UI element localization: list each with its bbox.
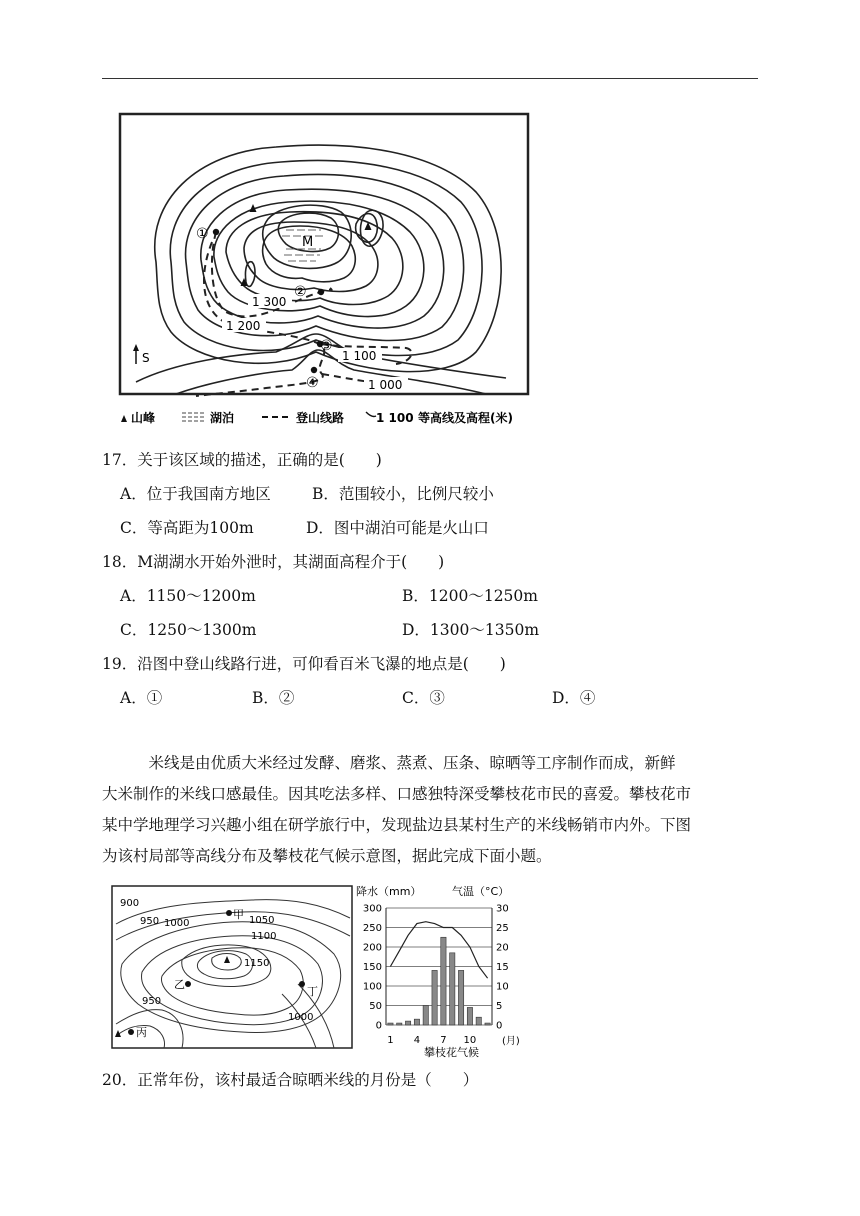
question-17-stem: 17．关于该区域的描述，正确的是( ) — [102, 451, 382, 469]
location-ding-marker — [299, 981, 305, 987]
question-18-option-a: A．1150～1200m — [120, 587, 256, 605]
chart-left-tick-label: 200 — [362, 942, 382, 954]
contour-label: 1150 — [244, 958, 270, 969]
contour-label: 950 — [142, 996, 162, 1007]
question-18-option-d: D．1300～1350m — [402, 621, 540, 639]
legend — [121, 410, 513, 425]
precipitation-bar — [388, 1023, 393, 1025]
question-17-option-a: A．位于我国南方地区 — [120, 485, 271, 503]
chart-right-tick-label: 15 — [496, 962, 509, 973]
contour-label: 1050 — [249, 915, 275, 926]
passage-line: 米线是由优质大米经过发酵、磨浆、蒸煮、压条、晾晒等工序制作而成，新鲜 — [102, 754, 676, 772]
contour-label-1200: 1 200 — [226, 319, 261, 333]
chart-left-tick-label: 300 — [362, 903, 382, 915]
chart-x-tick-label: 7 — [440, 1035, 447, 1046]
header-rule — [102, 78, 758, 79]
point-1-label: ① — [196, 226, 209, 242]
precipitation-bar — [414, 1019, 419, 1025]
point-2-label: ② — [294, 284, 307, 300]
contour-label-1000: 1 000 — [368, 378, 403, 392]
location-ding-label: 丁 — [307, 985, 318, 998]
lake-label: M — [302, 235, 314, 250]
peak-icon — [224, 956, 230, 963]
question-17-option-d: D．图中湖泊可能是火山口 — [306, 519, 489, 537]
chart-left-tick-label: 50 — [369, 1001, 382, 1012]
contour-label: 900 — [120, 898, 140, 909]
passage-line: 为该村局部等高线分布及攀枝花气候示意图，据此完成下面小题。 — [102, 847, 552, 865]
location-jia-marker — [226, 910, 232, 916]
question-18-option-c: C．1250～1300m — [120, 621, 257, 639]
topographic-map-figure — [116, 112, 536, 430]
climate-chart — [356, 884, 520, 1058]
chart-right-tick-label: 5 — [496, 1001, 503, 1012]
chart-left-tick-label: 250 — [362, 923, 382, 934]
question-19-option-c: C．③ — [402, 689, 445, 707]
point-3-label: ③ — [320, 338, 333, 354]
precipitation-bar — [458, 970, 463, 1025]
legend-lake-label: 湖泊 — [210, 411, 235, 425]
contour-line-icon — [366, 412, 376, 417]
question-20-stem: 20．正常年份，该村最适合晾晒米线的月份是（ ） — [102, 1071, 479, 1089]
question-19-stem: 19．沿图中登山线路行进，可仰看百米飞瀑的地点是( ) — [102, 655, 506, 673]
precipitation-bar — [423, 1006, 428, 1026]
question-17-option-c: C．等高距为100m — [120, 519, 254, 537]
chart-left-tick-label: 100 — [362, 981, 382, 993]
question-18-option-b: B．1200～1250m — [402, 587, 538, 605]
question-19-option-b: B．② — [252, 689, 295, 707]
north-arrow-icon — [133, 344, 139, 364]
location-yi-marker — [185, 981, 191, 987]
passage-line: 某中学地理学习兴趣小组在研学旅行中，发现盐边县某村生产的米线畅销市内外。下图 — [102, 816, 692, 834]
location-jia-label: 甲 — [233, 908, 244, 921]
precipitation-bar — [485, 1023, 490, 1025]
chart-right-tick-label: 25 — [496, 923, 509, 934]
lake-icon — [182, 413, 206, 421]
temperature-line — [390, 922, 487, 979]
legend-contour-sample: 1 100 — [376, 411, 414, 425]
location-yi-label: 乙 — [174, 978, 185, 991]
chart-x-tick-label: 4 — [413, 1035, 421, 1046]
legend-contour-label: 等高线及高程(米) — [418, 411, 513, 425]
precipitation-bar — [441, 937, 446, 1025]
question-19-option-d: D．④ — [552, 689, 596, 707]
contour-label: 1100 — [251, 931, 277, 942]
chart-left-axis-label: 降水（mm） — [356, 885, 422, 898]
chart-left-tick-label: 0 — [375, 1020, 382, 1032]
chart-x-unit: (月) — [502, 1036, 520, 1047]
question-18-stem: 18．M湖湖水开始外泄时，其湖面高程介于( ) — [102, 553, 445, 571]
precipitation-bar — [405, 1021, 410, 1025]
village-contour-map — [112, 886, 352, 1058]
passage-line: 大米制作的米线口感最佳。因其吃法多样、口感独特深受攀枝花市民的喜爱。攀枝花市 — [102, 785, 692, 803]
precipitation-bar — [476, 1017, 481, 1025]
precipitation-bar — [450, 953, 455, 1025]
chart-left-tick-label: 150 — [362, 962, 382, 973]
contour-label: 1000 — [288, 1012, 314, 1023]
contour-label-1300: 1 300 — [252, 295, 287, 309]
location-bing-label: 丙 — [136, 1026, 147, 1039]
precipitation-bar — [432, 970, 437, 1025]
chart-title: 攀枝花气候 — [424, 1046, 479, 1058]
chart-right-tick-label: 30 — [496, 903, 509, 915]
contour-label-1100: 1 100 — [342, 349, 377, 363]
passage — [102, 748, 762, 872]
chart-right-tick-label: 10 — [496, 981, 509, 993]
question-17-option-b: B．范围较小，比例尺较小 — [312, 485, 494, 503]
question-19-option-a: A．① — [120, 689, 163, 707]
chart-x-tick-label: 1 — [387, 1035, 394, 1046]
chart-right-tick-label: 0 — [496, 1020, 503, 1032]
north-arrow-label: S — [142, 351, 150, 365]
chart-right-axis-label: 气温（°C） — [452, 885, 510, 898]
legend-peak-label: 山峰 — [131, 411, 156, 425]
contour-label: 950 — [140, 916, 160, 927]
chart-x-tick-label: 10 — [463, 1035, 477, 1046]
precipitation-bar — [467, 1007, 472, 1025]
peak-icon — [121, 415, 127, 422]
precipitation-bar — [397, 1023, 402, 1025]
legend-route-label: 登山线路 — [296, 411, 345, 425]
contour-label: 1000 — [164, 918, 190, 929]
location-bing-marker — [128, 1029, 134, 1035]
point-4-label: ④ — [306, 375, 319, 391]
village-figure — [102, 884, 522, 1058]
chart-right-tick-label: 20 — [496, 942, 509, 954]
